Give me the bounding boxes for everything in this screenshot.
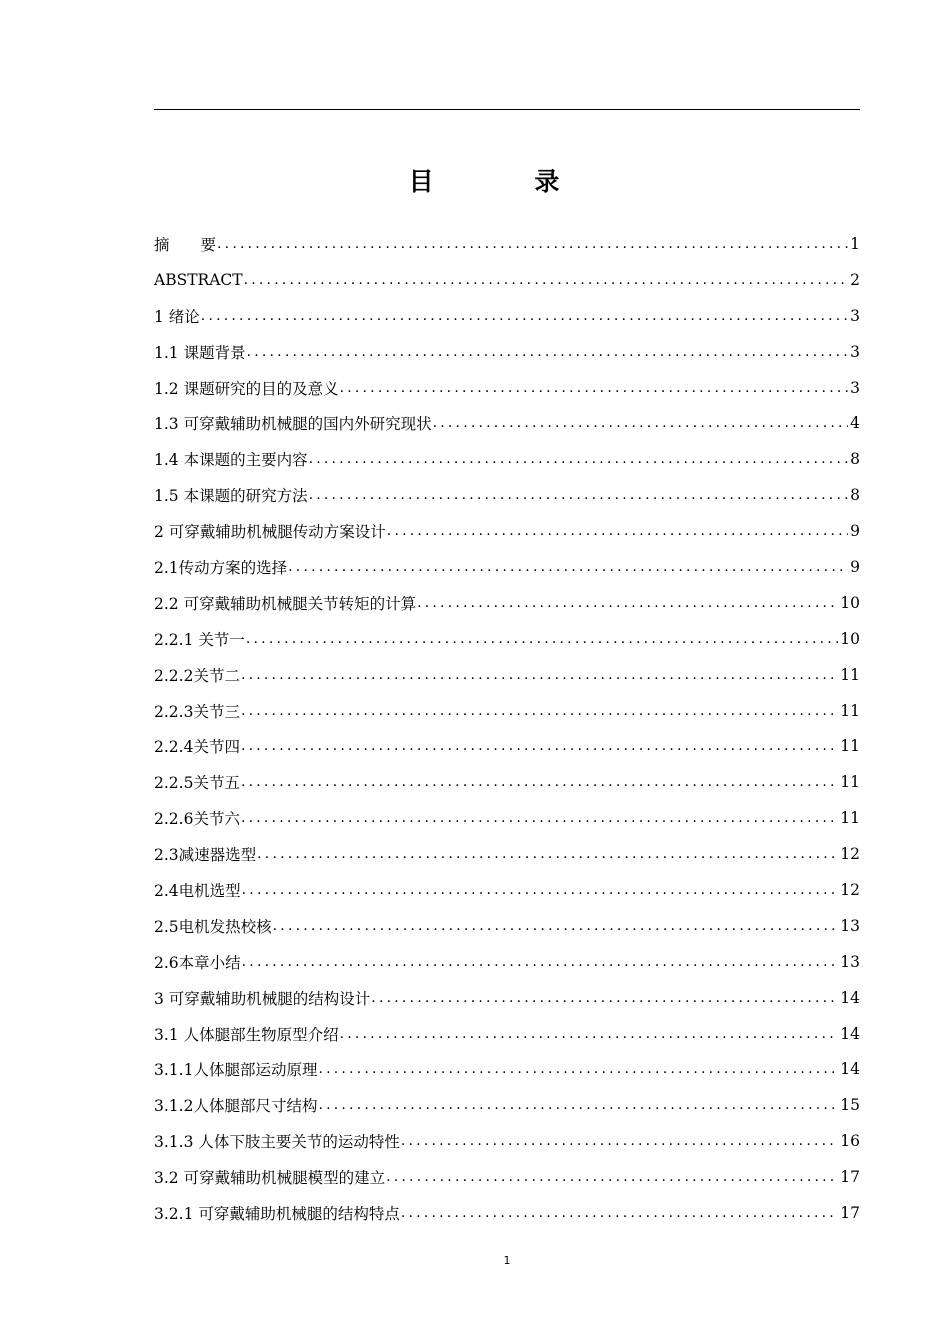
toc-entry-page: 9 (850, 557, 860, 576)
toc-entry-page: 13 (840, 952, 860, 971)
toc-entry-page: 1 (850, 234, 860, 253)
toc-dot-leader (241, 667, 838, 683)
toc-entry-page: 17 (840, 1168, 860, 1187)
toc-dot-leader (257, 846, 838, 862)
toc-entry-label: 1.1 课题背景 (154, 343, 246, 362)
toc-entry-page: 2 (850, 270, 860, 289)
toc-entry-page: 15 (840, 1096, 860, 1115)
toc-entry[interactable] (154, 549, 860, 585)
toc-entry-page: 3 (850, 378, 860, 397)
table-of-contents (154, 226, 860, 1231)
toc-entry[interactable] (154, 621, 860, 657)
toc-entry-page: 14 (840, 988, 860, 1007)
toc-entry[interactable] (154, 1123, 860, 1159)
toc-entry[interactable] (154, 405, 860, 441)
toc-entry[interactable] (154, 1087, 860, 1123)
toc-entry-label: ABSTRACT (154, 270, 243, 289)
toc-entry-label: 2.1传动方案的选择 (154, 558, 288, 577)
toc-entry-label: 2.2.5关节五 (154, 774, 240, 793)
toc-entry[interactable] (154, 262, 860, 298)
toc-dot-leader (340, 380, 849, 396)
toc-entry-label: 2.2 可穿戴辅助机械腿关节转矩的计算 (154, 594, 417, 613)
toc-dot-leader (340, 1026, 839, 1042)
toc-entry-page: 13 (840, 916, 860, 935)
toc-entry-label: 摘 要 (154, 235, 217, 254)
toc-dot-leader (242, 954, 839, 970)
toc-entry-label: 2.2.2关节二 (154, 666, 240, 685)
toc-dot-leader (288, 559, 848, 575)
toc-entry-page: 11 (840, 773, 860, 792)
toc-entry-label: 2 可穿戴辅助机械腿传动方案设计 (154, 523, 386, 542)
toc-entry[interactable] (154, 1195, 860, 1231)
toc-entry[interactable] (154, 980, 860, 1016)
toc-dot-leader (318, 1061, 838, 1077)
toc-entry[interactable] (154, 477, 860, 513)
toc-entry-page: 3 (850, 306, 860, 325)
toc-entry[interactable] (154, 370, 860, 406)
toc-entry-page: 11 (840, 665, 860, 684)
toc-entry-page: 12 (840, 845, 860, 864)
toc-entry-page: 17 (840, 1203, 860, 1222)
toc-entry[interactable] (154, 334, 860, 370)
toc-dot-leader (241, 774, 838, 790)
toc-entry-label: 2.3减速器选型 (154, 846, 257, 865)
toc-entry-page: 16 (840, 1132, 860, 1151)
toc-dot-leader (371, 990, 838, 1006)
toc-entry-page: 12 (840, 880, 860, 899)
toc-entry-label: 2.2.6关节六 (154, 810, 240, 829)
toc-dot-leader (247, 344, 849, 360)
toc-entry[interactable] (154, 764, 860, 800)
toc-entry[interactable] (154, 728, 860, 764)
toc-entry-label: 2.2.1 关节一 (154, 630, 245, 649)
toc-entry-label: 2.6本章小结 (154, 953, 241, 972)
toc-entry[interactable] (154, 441, 860, 477)
toc-dot-leader (217, 236, 848, 252)
toc-dot-leader (309, 451, 849, 467)
toc-entry-label: 2.2.3关节三 (154, 702, 240, 721)
toc-entry-page: 10 (840, 593, 860, 612)
toc-entry-page: 11 (840, 701, 860, 720)
toc-entry[interactable] (154, 1159, 860, 1195)
toc-entry-page: 10 (840, 629, 860, 648)
toc-entry-page: 11 (840, 809, 860, 828)
toc-entry[interactable] (154, 1016, 860, 1052)
toc-entry[interactable] (154, 585, 860, 621)
toc-entry-label: 2.4电机选型 (154, 881, 241, 900)
toc-entry[interactable] (154, 800, 860, 836)
toc-entry-page: 4 (850, 414, 860, 433)
toc-entry-label: 1.3 可穿戴辅助机械腿的国内外研究现状 (154, 415, 432, 434)
toc-entry[interactable] (154, 836, 860, 872)
toc-entry[interactable] (154, 226, 860, 262)
toc-entry-page: 9 (850, 522, 860, 541)
toc-entry-label: 3.2 可穿戴辅助机械腿模型的建立 (154, 1169, 386, 1188)
toc-entry-label: 3.1.1人体腿部运动原理 (154, 1061, 318, 1080)
toc-entry-label: 2.2.4关节四 (154, 738, 240, 757)
toc-entry[interactable] (154, 908, 860, 944)
toc-entry-label: 3.1.3 人体下肢主要关节的运动特性 (154, 1133, 400, 1152)
toc-dot-leader (401, 1205, 838, 1221)
toc-dot-leader (273, 918, 839, 934)
toc-entry-page: 8 (850, 450, 860, 469)
toc-dot-leader (309, 487, 849, 503)
toc-entry[interactable] (154, 1051, 860, 1087)
toc-entry[interactable] (154, 872, 860, 908)
toc-entry[interactable] (154, 657, 860, 693)
toc-entry-label: 1.5 本课题的研究方法 (154, 487, 308, 506)
toc-entry-label: 1 绪论 (154, 307, 200, 326)
toc-dot-leader (401, 1133, 838, 1149)
toc-dot-leader (241, 810, 838, 826)
toc-entry-label: 2.5电机发热校核 (154, 917, 272, 936)
toc-entry-label: 3.1.2人体腿部尺寸结构 (154, 1097, 318, 1116)
toc-entry-label: 3 可穿戴辅助机械腿的结构设计 (154, 989, 371, 1008)
toc-dot-leader (417, 595, 838, 611)
toc-entry[interactable] (154, 298, 860, 334)
toc-entry-label: 3.2.1 可穿戴辅助机械腿的结构特点 (154, 1204, 400, 1223)
toc-dot-leader (244, 272, 849, 288)
toc-entry-page: 11 (840, 737, 860, 756)
toc-entry[interactable] (154, 693, 860, 729)
toc-entry-label: 1.4 本课题的主要内容 (154, 451, 308, 470)
toc-entry-page: 8 (850, 486, 860, 505)
toc-dot-leader (246, 631, 838, 647)
toc-dot-leader (242, 882, 839, 898)
toc-entry-page: 14 (840, 1060, 860, 1079)
toc-dot-leader (387, 523, 848, 539)
header-rule (154, 109, 860, 110)
toc-entry[interactable] (154, 944, 860, 980)
toc-dot-leader (386, 1169, 838, 1185)
toc-entry-label: 3.1 人体腿部生物原型介绍 (154, 1025, 339, 1044)
toc-entry-page: 14 (840, 1024, 860, 1043)
page-title: 目 录 (408, 167, 606, 196)
toc-entry-label: 1.2 课题研究的目的及意义 (154, 379, 339, 398)
page-number: 1 (503, 1254, 511, 1267)
toc-entry-page: 3 (850, 342, 860, 361)
toc-dot-leader (201, 308, 848, 324)
toc-entry[interactable] (154, 513, 860, 549)
toc-dot-leader (433, 415, 849, 431)
toc-dot-leader (318, 1097, 838, 1113)
toc-dot-leader (241, 703, 838, 719)
toc-dot-leader (241, 738, 838, 754)
